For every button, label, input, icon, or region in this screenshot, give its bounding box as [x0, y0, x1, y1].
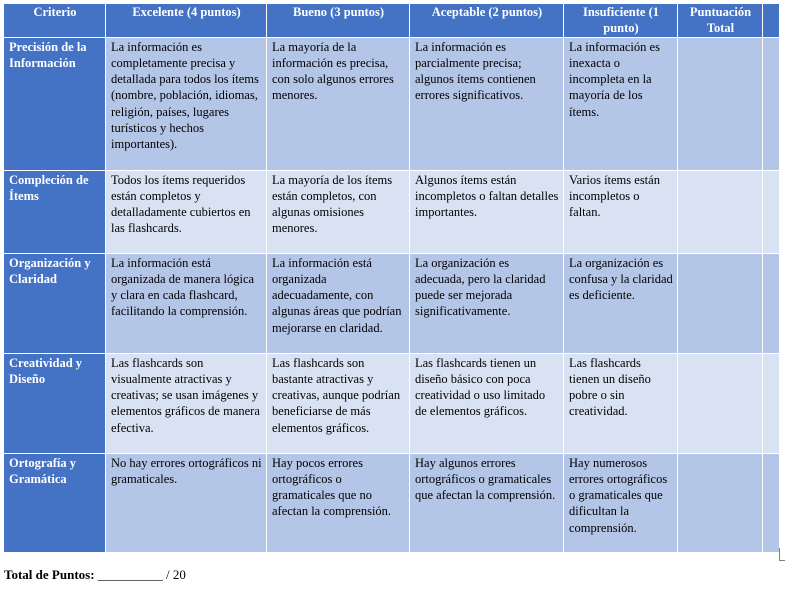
cell-puntuacion-total[interactable]	[678, 353, 763, 453]
cell-extra	[763, 170, 780, 253]
criterion-label: Ortografía y Gramática	[4, 453, 106, 552]
header-excelente: Excelente (4 puntos)	[106, 4, 267, 38]
header-bueno: Bueno (3 puntos)	[267, 4, 410, 38]
criterion-label: Precisión de la Información	[4, 37, 106, 170]
cell-puntuacion-total[interactable]	[678, 37, 763, 170]
cell-extra	[763, 37, 780, 170]
cell-insuficiente: La organización es confusa y la claridad es deficiente.	[564, 253, 678, 353]
cell-aceptable: Hay algunos errores ortográficos o gramaticales que afectan la comprensión.	[410, 453, 564, 552]
rubric-table	[3, 3, 780, 553]
cell-bueno: La información está organizada adecuadamente, con algunas áreas que podrían mejorarse en claridad.	[267, 253, 410, 353]
criterion-label: Creatividad y Diseño	[4, 353, 106, 453]
cell-bueno: La mayoría de la información es precisa, con solo algunos errores menores.	[267, 37, 410, 170]
header-puntuacion-total: Puntuación Total	[678, 4, 763, 38]
cell-extra	[763, 353, 780, 453]
text-cursor-marker	[779, 548, 785, 561]
table-row	[4, 453, 780, 552]
cell-extra	[763, 453, 780, 552]
cell-bueno: Las flashcards son bastante atractivas y creativas, aunque podrían beneficiarse de más elementos gráficos.	[267, 353, 410, 453]
total-max: / 20	[166, 567, 186, 582]
cell-puntuacion-total[interactable]	[678, 253, 763, 353]
cell-extra	[763, 253, 780, 353]
cell-excelente: Las flashcards son visualmente atractivas y creativas; se usan imágenes y elementos gráficos de manera efectiva.	[106, 353, 267, 453]
table-row	[4, 170, 780, 253]
cell-excelente: No hay errores ortográficos ni gramaticales.	[106, 453, 267, 552]
header-insuficiente: Insuficiente (1 punto)	[564, 4, 678, 38]
cell-bueno: La mayoría de los ítems están completos, con algunas omisiones menores.	[267, 170, 410, 253]
header-row	[4, 4, 780, 38]
header-aceptable: Aceptable (2 puntos)	[410, 4, 564, 38]
criterion-label: Compleción de Ítems	[4, 170, 106, 253]
cell-excelente: Todos los ítems requeridos están completos y detalladamente cubiertos en las flashcards.	[106, 170, 267, 253]
cell-insuficiente: Varios ítems están incompletos o faltan.	[564, 170, 678, 253]
table-row	[4, 253, 780, 353]
header-extra-column	[763, 4, 780, 38]
criterion-label: Organización y Claridad	[4, 253, 106, 353]
cell-puntuacion-total[interactable]	[678, 170, 763, 253]
cell-aceptable: Algunos ítems están incompletos o faltan detalles importantes.	[410, 170, 564, 253]
cell-excelente: La información es completamente precisa y detallada para todos los ítems (nombre, población, idiomas, religión, países, lugares turísticos y hechos importantes).	[106, 37, 267, 170]
cell-insuficiente: Hay numerosos errores ortográficos o gramaticales que dificultan la comprensión.	[564, 453, 678, 552]
cell-insuficiente: Las flashcards tienen un diseño pobre o sin creatividad.	[564, 353, 678, 453]
header-criterio: Criterio	[4, 4, 106, 38]
cell-aceptable: La información es parcialmente precisa; algunos ítems contienen errores significativos.	[410, 37, 564, 170]
total-label: Total de Puntos:	[4, 567, 95, 582]
cell-excelente: La información está organizada de manera lógica y clara en cada flashcard, facilitando la comprensión.	[106, 253, 267, 353]
cell-puntuacion-total[interactable]	[678, 453, 763, 552]
cell-aceptable: Las flashcards tienen un diseño básico con poca creatividad o uso limitado de elementos gráficos.	[410, 353, 564, 453]
total-points-line	[4, 567, 186, 583]
cell-bueno: Hay pocos errores ortográficos o gramaticales que no afectan la comprensión.	[267, 453, 410, 552]
table-row	[4, 37, 780, 170]
total-blank[interactable]: __________	[94, 567, 167, 582]
cell-insuficiente: La información es inexacta o incompleta en la mayoría de los ítems.	[564, 37, 678, 170]
table-row	[4, 353, 780, 453]
cell-aceptable: La organización es adecuada, pero la claridad puede ser mejorada significativamente.	[410, 253, 564, 353]
